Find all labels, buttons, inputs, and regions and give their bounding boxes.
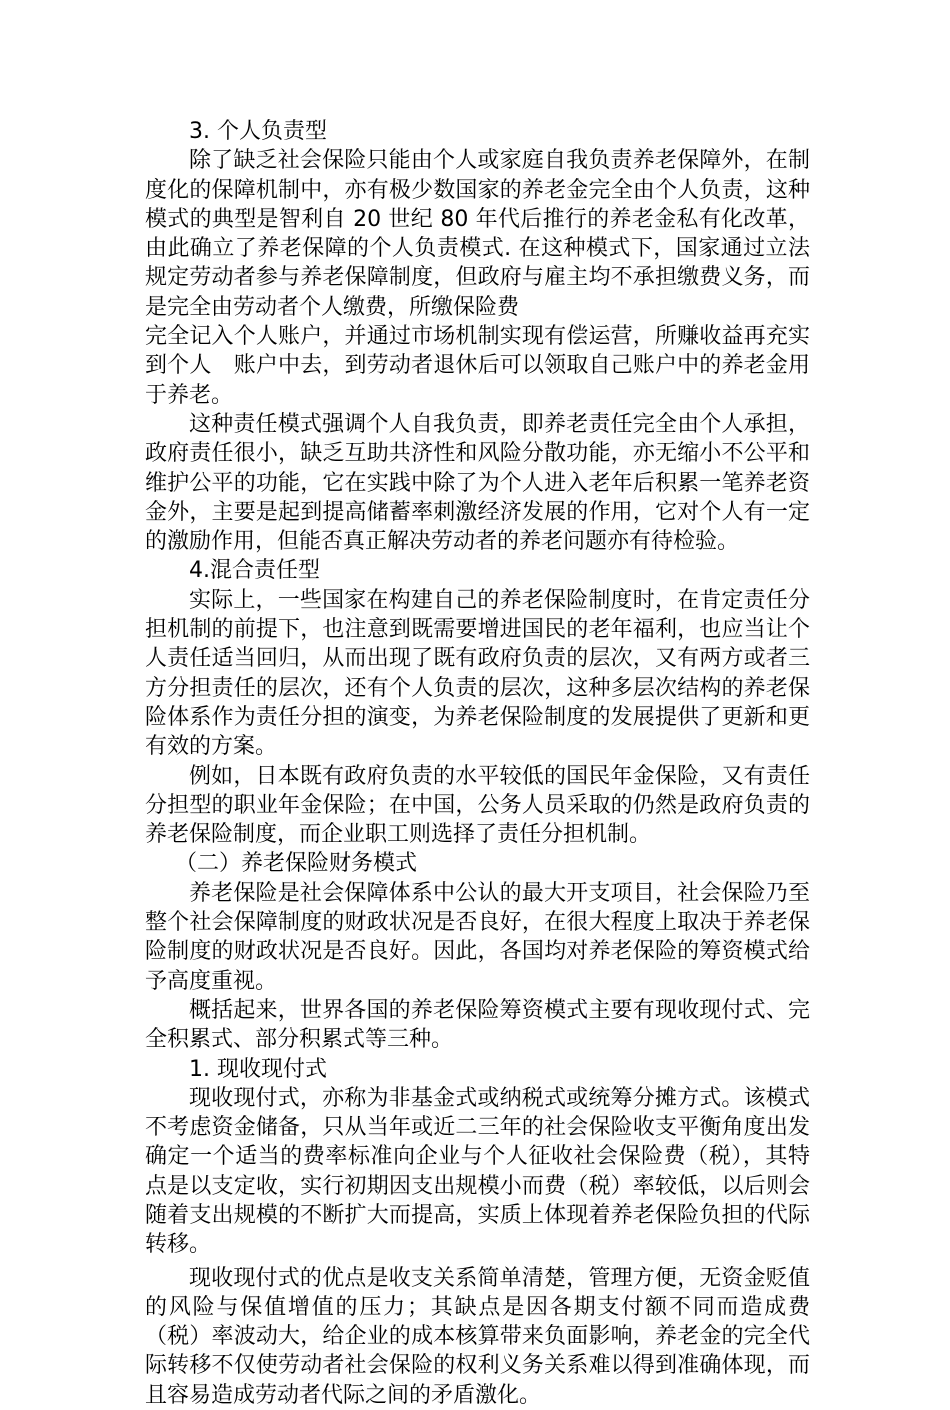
section-heading-pay-as-you-go: 1. 现收现付式 bbox=[189, 1056, 327, 1082]
paragraph-financial-model-types: 概括起来，世界各国的养老保险筹资模式主要有现收现付式、完全积累式、部分积累式等三种。 bbox=[145, 997, 810, 1053]
document-page bbox=[145, 117, 810, 1410]
section-heading-individual-responsibility: 3. 个人负责型 bbox=[189, 119, 327, 144]
section-heading-mixed-responsibility: 4.混合责任型 bbox=[189, 558, 320, 584]
paragraph-financial-model-intro: 养老保险是社会保障体系中公认的最大开支项目，社会保险乃至整个社会保障制度的财政状况是否良好，在很大程度上取决于养老保险制度的财政状况是否良好。因此，各国均对养老保险的筹资模式给予高度重视。 bbox=[145, 880, 810, 994]
section-heading-financial-model: （二）养老保险财务模式 bbox=[175, 851, 418, 877]
paragraph-pay-as-you-go-pros-cons: 现收现付式的优点是收支关系简单清楚，管理方便，无资金贬值的风险与保值增值的压力；其缺点是因各期支付额不同而造成费（税）率波动大，给企业的成本核算带来负面影响，养老金的完全代际转移不仅使劳动者社会保险的权利义务关系难以得到准确体现，而且容易造成劳动者代际之间的矛盾激化。 bbox=[145, 1265, 810, 1408]
paragraph-mixed-model-intro: 实际上，一些国家在构建自己的养老保险制度时，在肯定责任分担机制的前提下，也注意到既需要增进国民的老年福利，也应当让个人责任适当回归，从而出现了既有政府负责的层次，又有两方或者三方分担责任的层次，还有个人负责的层次，这种多层次结构的养老保险体系作为责任分担的演变，为养老保险制度的发展提供了更新和更有效的方案。 bbox=[145, 587, 810, 760]
paragraph-pay-as-you-go-definition: 现收现付式，亦称为非基金式或纳税式或统筹分摊方式。该模式不考虑资金储备，只从当年或近二三年的社会保险收支平衡角度出发确定一个适当的费率标准向企业与个人征收社会保险费（税），其特点是以支定收，实行初期因支出规模小而费（税）率较低，以后则会随着支出规模的不断扩大而提高，实质上体现着养老保险负担的代际转移。 bbox=[145, 1085, 810, 1258]
paragraph-individual-account: 完全记入个人账户，并通过市场机制实现有偿运营，所赚收益再充实到个人 账户中去，到劳动者退休后可以领取自己账户中的养老金用于养老。 bbox=[145, 324, 810, 408]
paragraph-individual-model-intro: 除了缺乏社会保险只能由个人或家庭自我负责养老保障外，在制度化的保障机制中，亦有极少数国家的养老金完全由个人负责，这种模式的典型是智利自 20 世纪 80 年代后推行的养老金私有化改革，由此确立了养老保障的个人负责模式. 在这种模式下，国家通过立法规定劳动者参与养老保障制度，但政府与雇主均不承担缴费义务，而是完全由劳动者个人缴费，所缴保险费 bbox=[145, 148, 810, 320]
paragraph-individual-model-analysis: 这种责任模式强调个人自我负责，即养老责任完全由个人承担，政府责任很小，缺乏互助共济性和风险分散功能，亦无缩小不公平和维护公平的功能，它在实践中除了为个人进入老年后积累一笔养老资金外，主要是起到提高储蓄率刺激经济发展的作用，它对个人有一定的激励作用，但能否真正解决劳动者的养老问题亦有待检验。 bbox=[145, 411, 810, 555]
paragraph-mixed-model-example: 例如，日本既有政府负责的水平较低的国民年金保险，又有责任分担型的职业年金保险；在中国，公务人员采取的仍然是政府负责的养老保险制度，而企业职工则选择了责任分担机制。 bbox=[145, 763, 810, 848]
